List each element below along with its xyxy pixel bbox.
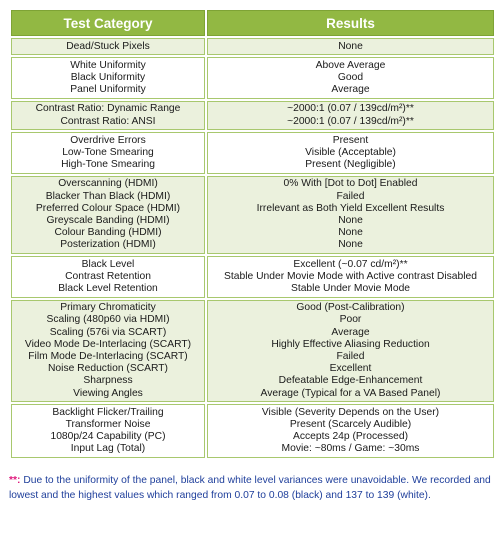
result-line: None — [338, 227, 363, 239]
test-category-line: Greyscale Banding (HDMI) — [46, 214, 170, 226]
test-category-line: Noise Reduction (SCART) — [48, 363, 168, 375]
test-category-cell — [11, 404, 205, 458]
test-category-line: Overdrive Errors — [70, 134, 146, 146]
test-category-line: Video Mode De-Interlacing (SCART) — [24, 338, 192, 350]
table-row — [11, 404, 494, 458]
result-line: ~2000:1 (0.07 / 139cd/m²)** — [287, 103, 414, 115]
result-line: Present (Scarcely Audible) — [289, 418, 412, 430]
header-results: Results — [207, 10, 494, 36]
test-category-line: High-Tone Smearing — [61, 159, 155, 171]
table-row — [11, 101, 494, 130]
table-row — [11, 176, 494, 254]
test-category-line: Primary Chromaticity — [60, 302, 156, 314]
test-category-line: Overscanning (HDMI) — [58, 178, 158, 190]
table-row — [11, 57, 494, 99]
result-line: Good — [337, 71, 364, 83]
result-line: Visible (Severity Depends on the User) — [261, 406, 440, 418]
result-cell — [207, 101, 494, 130]
test-category-line: Black Level Retention — [58, 282, 158, 294]
result-cell — [207, 57, 494, 99]
result-line: ~2000:1 (0.07 / 139cd/m²)** — [287, 115, 414, 127]
result-line: None — [338, 40, 363, 52]
test-category-line: Scaling (576i via SCART) — [49, 326, 167, 338]
test-category-line: Low-Tone Smearing — [62, 146, 154, 158]
result-line: Present — [332, 134, 369, 146]
result-line: Accepts 24p (Processed) — [292, 431, 409, 443]
test-results-table — [9, 8, 496, 460]
table-header-row — [11, 10, 494, 36]
result-line: Excellent (~0.07 cd/m²)** — [293, 258, 408, 270]
test-category-line: Contrast Ratio: ANSI — [60, 115, 156, 127]
result-line: None — [338, 214, 363, 226]
test-category-line: Contrast Ratio: Dynamic Range — [35, 103, 181, 115]
footnote — [9, 474, 494, 503]
result-cell — [207, 300, 494, 403]
result-cell — [207, 176, 494, 254]
result-line: Failed — [336, 190, 365, 202]
result-line: Above Average — [315, 59, 386, 71]
result-cell — [207, 404, 494, 458]
test-category-line: Scaling (480p60 via HDMI) — [46, 314, 170, 326]
result-line: Stable Under Movie Mode with Active contrast Disabled — [224, 270, 477, 282]
result-line: Defeatable Edge-Enhancement — [278, 375, 423, 387]
test-category-line: White Uniformity — [70, 59, 146, 71]
result-line: Stable Under Movie Mode — [290, 282, 411, 294]
table-row — [11, 256, 494, 298]
test-category-cell — [11, 256, 205, 298]
result-line: Excellent — [329, 363, 372, 375]
table-body — [11, 38, 494, 458]
table-row — [11, 132, 494, 174]
test-category-cell — [11, 57, 205, 99]
test-category-cell — [11, 300, 205, 403]
test-category-line: Backlight Flicker/Trailing — [52, 406, 164, 418]
test-category-line: Posterization (HDMI) — [60, 239, 156, 251]
result-line: 0% With [Dot to Dot] Enabled — [283, 178, 418, 190]
test-category-line: Colour Banding (HDMI) — [54, 227, 162, 239]
test-category-line: Dead/Stuck Pixels — [66, 40, 150, 52]
result-line: Average (Typical for a VA Based Panel) — [260, 387, 441, 399]
test-category-line: 1080p/24 Capability (PC) — [50, 431, 166, 443]
result-line: Present (Negligible) — [305, 159, 396, 171]
test-category-line: Film Mode De-Interlacing (SCART) — [28, 350, 188, 362]
table-row — [11, 38, 494, 55]
table-row — [11, 300, 494, 403]
result-line: Visible (Acceptable) — [305, 146, 396, 158]
test-category-line: Black Level — [81, 258, 135, 270]
result-cell — [207, 38, 494, 55]
result-cell — [207, 256, 494, 298]
test-category-line: Contrast Retention — [65, 270, 151, 282]
footnote-marker: **: — [9, 475, 21, 487]
result-line: Average — [331, 84, 370, 96]
result-line: None — [338, 239, 363, 251]
test-category-cell — [11, 101, 205, 130]
result-line: Failed — [336, 350, 365, 362]
test-category-line: Viewing Angles — [73, 387, 143, 399]
result-line: Average — [331, 326, 370, 338]
header-test-category: Test Category — [11, 10, 205, 36]
test-category-line: Transformer Noise — [65, 418, 151, 430]
test-category-line: Preferred Colour Space (HDMI) — [35, 202, 181, 214]
test-category-cell — [11, 132, 205, 174]
test-category-cell — [11, 38, 205, 55]
test-category-cell — [11, 176, 205, 254]
test-category-line: Panel Uniformity — [70, 84, 146, 96]
footnote-text: Due to the uniformity of the panel, black and white level variances were unavoidable. We recorded and lowest and the highest values which ranged from 0.07 to 0.08 (black) and 137 to 139 (white). — [9, 475, 491, 501]
test-category-line: Black Uniformity — [70, 71, 146, 83]
result-line: Irrelevant as Both Yield Excellent Results — [256, 202, 445, 214]
result-line: Poor — [339, 314, 362, 326]
test-category-line: Sharpness — [83, 375, 133, 387]
test-category-line: Input Lag (Total) — [70, 443, 146, 455]
test-category-line: Blacker Than Black (HDMI) — [45, 190, 171, 202]
result-line: Movie: ~80ms / Game: ~30ms — [281, 443, 420, 455]
result-line: Highly Effective Aliasing Reduction — [271, 338, 430, 350]
result-line: Good (Post-Calibration) — [296, 302, 405, 314]
result-cell — [207, 132, 494, 174]
